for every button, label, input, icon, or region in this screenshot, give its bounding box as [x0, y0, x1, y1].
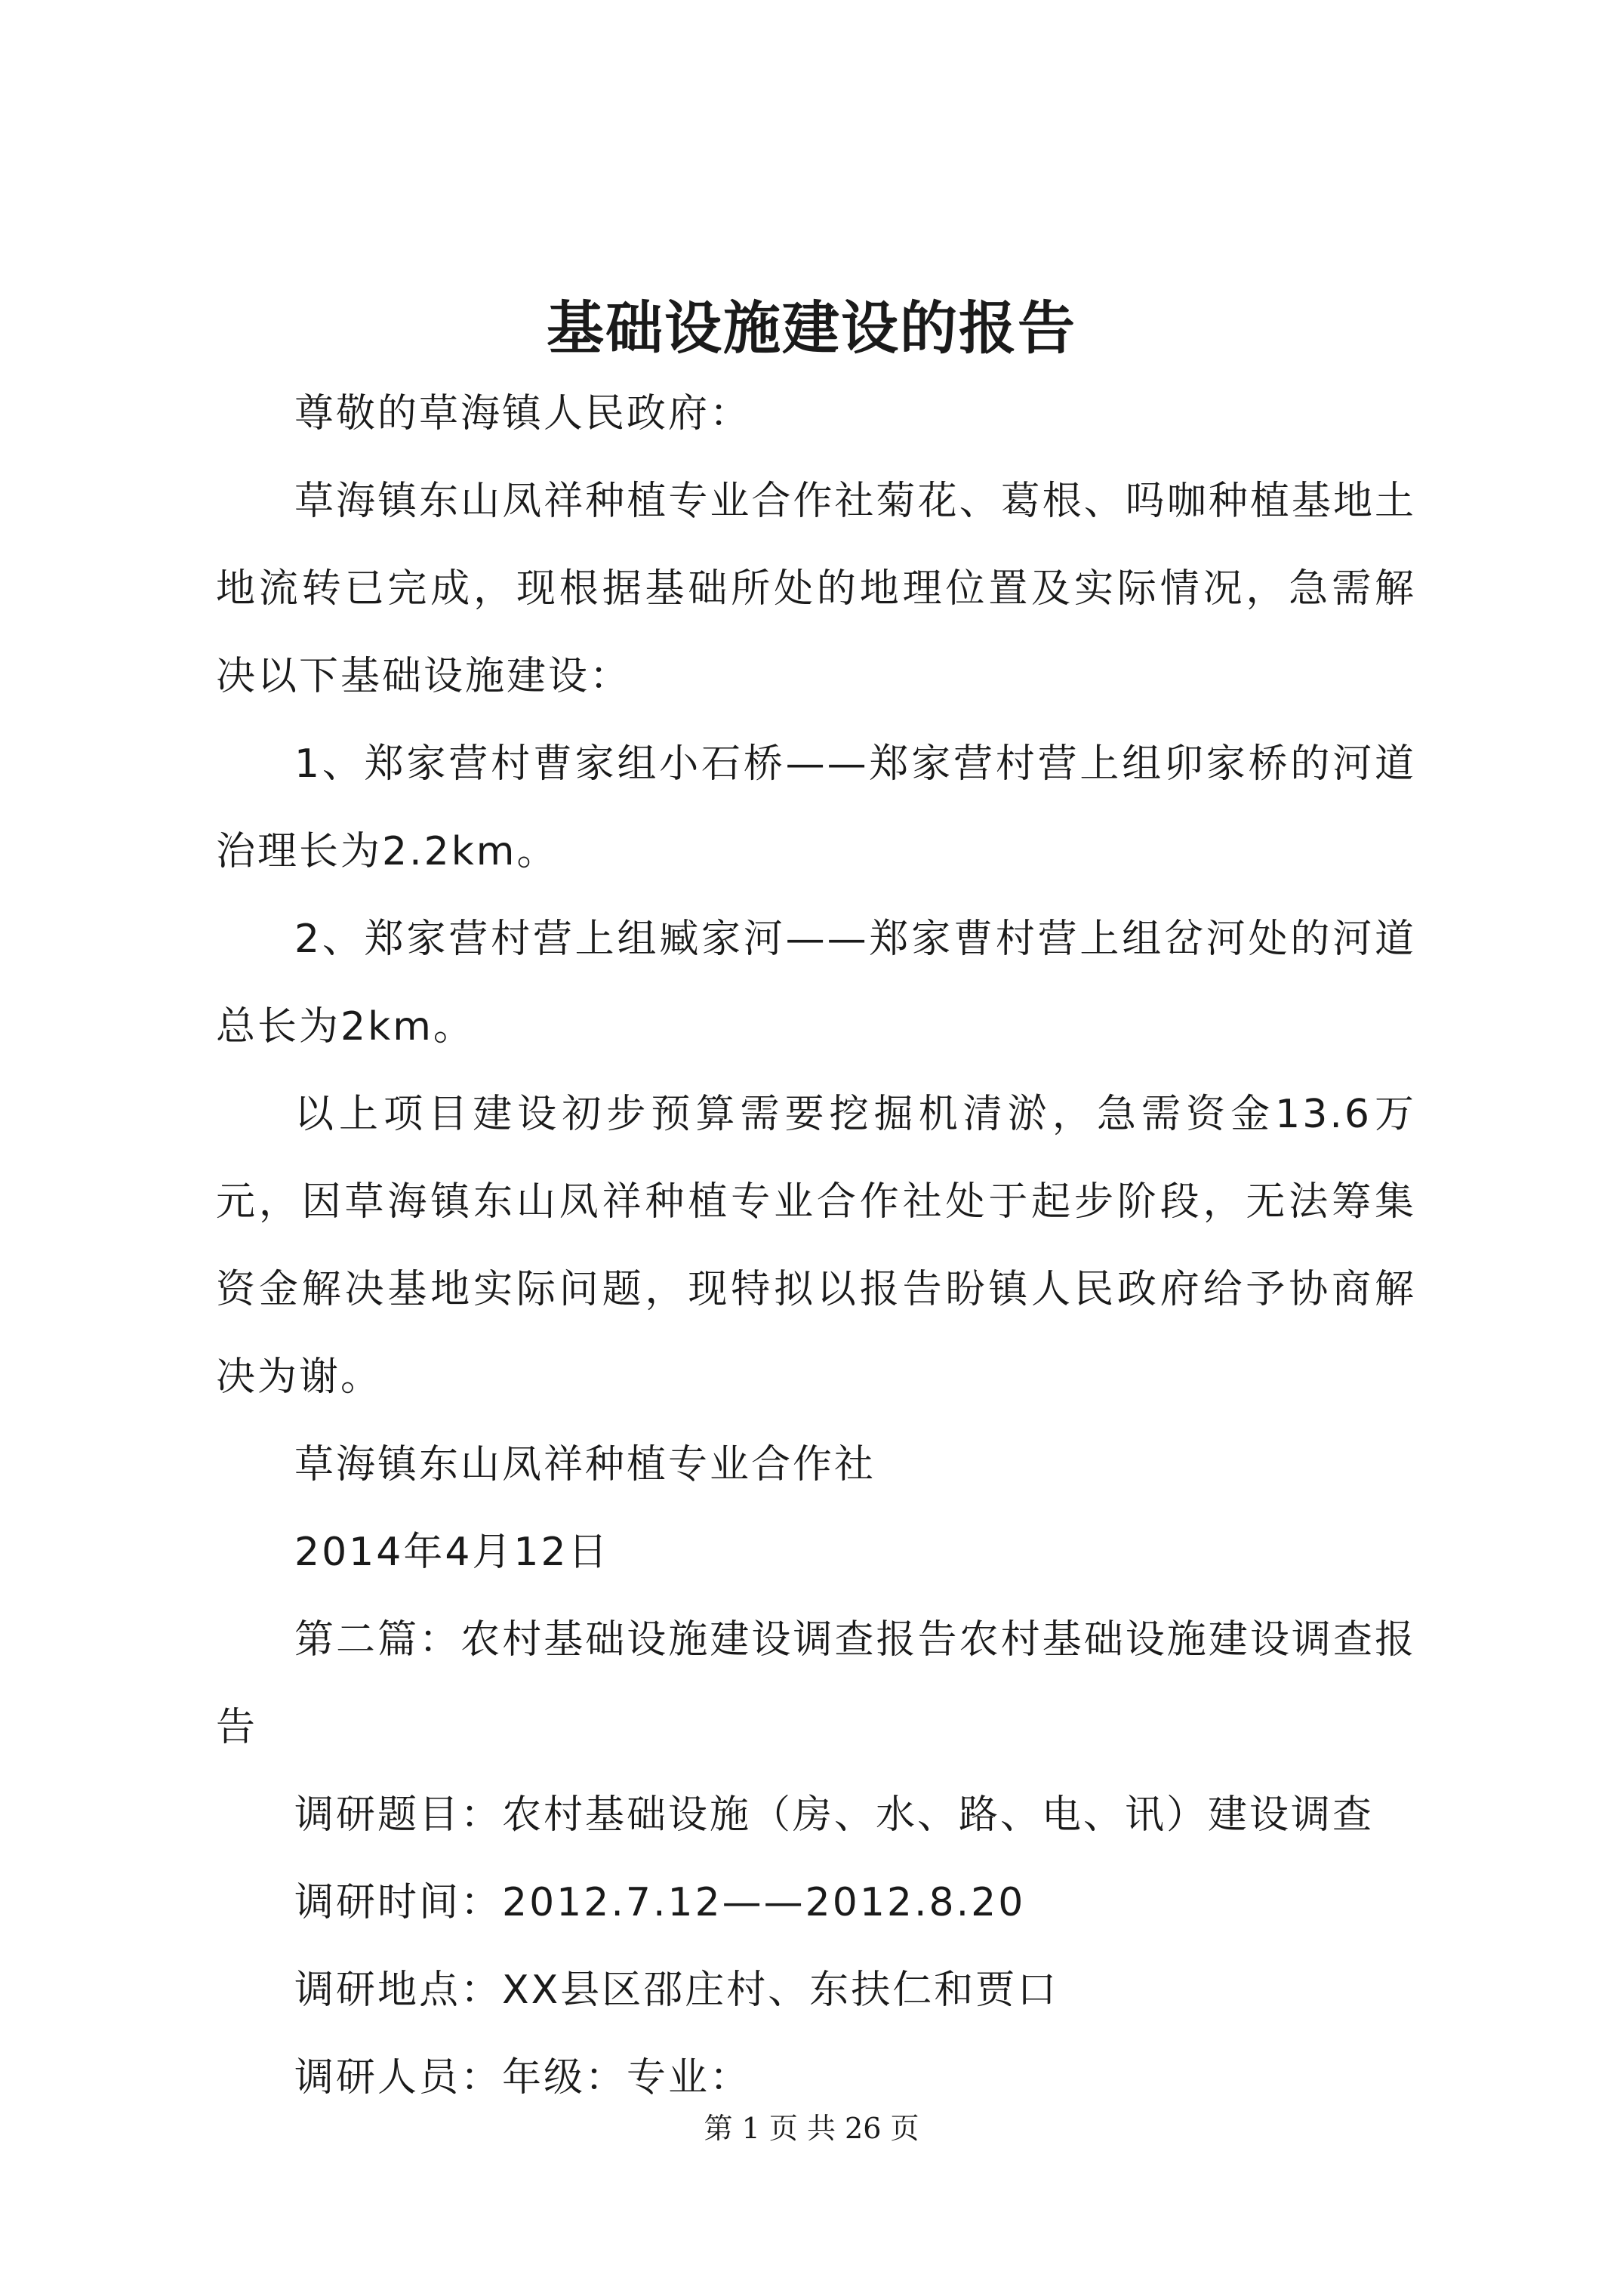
item-1-paragraph: 1、郑家营村曹家组小石桥——郑家营村营上组卯家桥的河道治理长为2.2km。: [216, 741, 1416, 874]
signature-date: 2014年4月12日: [294, 1530, 610, 1575]
intro-paragraph: 草海镇东山凤祥种植专业合作社菊花、葛根、吗咖种植基地土地流转已完成，现根据基础所处的地理位置及实际情况，急需解决以下基础设施建设：: [216, 479, 1416, 699]
document-title: 基础设施建设的报告: [547, 294, 1076, 362]
item-2-paragraph: 2、郑家营村营上组臧家河——郑家曹村营上组岔河处的河道总长为2km。: [216, 917, 1416, 1049]
budget-paragraph: 以上项目建设初步预算需要挖掘机清淤，急需资金13.6万元，因草海镇东山凤祥种植专业合作社处于起步阶段，无法筹集资金解决基地实际问题，现特拟以报告盼镇人民政府给予协商解决为谢。: [216, 1092, 1416, 1400]
survey-staff: 调研人员：年级：专业：: [294, 2055, 752, 2100]
survey-location: 调研地点：XX县区邵庄村、东扶仁和贾口: [294, 1968, 1059, 2013]
survey-topic: 调研题目：农村基础设施（房、水、路、电、讯）建设调查: [294, 1792, 1375, 1838]
signature-organization: 草海镇东山凤祥种植专业合作社: [294, 1442, 876, 1487]
salutation: 尊敬的草海镇人民政府：: [294, 391, 752, 436]
page-number-footer: 第 1 页 共 26 页: [704, 2112, 919, 2145]
survey-time: 调研时间：2012.7.12——2012.8.20: [294, 1880, 1026, 1925]
document-body: [216, 370, 1416, 2122]
section-two-heading: 第二篇：农村基础设施建设调查报告农村基础设施建设调查报告: [216, 1617, 1416, 1750]
